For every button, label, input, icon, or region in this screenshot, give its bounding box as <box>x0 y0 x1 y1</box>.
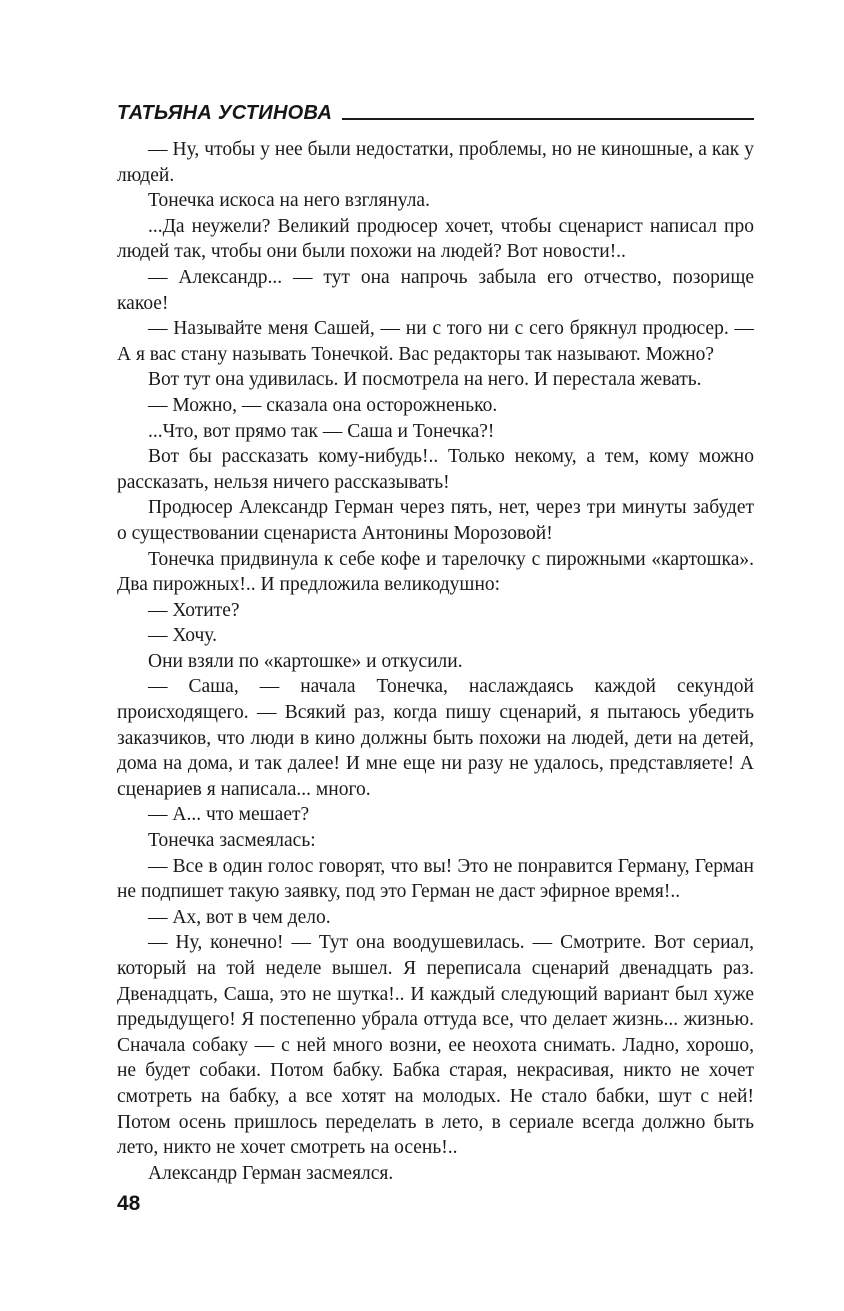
paragraph: — Хотите? <box>148 599 240 621</box>
paragraph: — Ах, вот в чем дело. <box>148 906 331 928</box>
paragraph: — Ну, конечно! — Тут она воодушевилась. — Смотрите. Вот сериал, который на той неделе вышел. Я переписала сценарий двенадцать раз. Двенадцать, Саша, это не шутка!.. И каждый следующий вариант был хуже предыдущего! Я постепенно убрала оттуда все, что делает жизнь... жизнью. Сначала собаку — с ней много возни, ее неохота снимать. Ладно, хорошо, не будет собаки. Потом бабку. Бабка старая, некрасивая, никто не хочет смотреть на бабку, а все хотят на молодых. Не стало бабки, шут с ней! Потом осень пришлось переделать в лето, в сериале всегда должно быть лето, никто не хочет смотреть на осень!.. <box>117 932 754 1159</box>
paragraph: — Можно, — сказала она осторожненько. <box>148 394 498 416</box>
paragraph: — А... что мешает? <box>148 804 310 826</box>
paragraph: — Александр... — тут она напрочь забыла его отчество, позорище какое! <box>117 266 754 314</box>
paragraph: Продюсер Александр Герман через пять, нет, через три минуты забудет о существовании сценариста Антонины Морозовой! <box>117 497 754 544</box>
running-header <box>117 97 754 123</box>
paragraph: Они взяли по «картошке» и откусили. <box>148 650 463 672</box>
paragraph: — Саша, — начала Тонечка, наслаждаясь каждой секундой происходящего. — Всякий раз, когда пишу сценарий, я пытаюсь убедить заказчиков, что люди в кино должны быть похожи на людей, дети на детей, дома на дома, и так далее! И мне еще ни разу не удалось, представляете! А сценариев я написала... много. <box>117 676 754 800</box>
paragraph: — Называйте меня Сашей, — ни с того ни с сего брякнул продюсер. — А я вас стану называть Тонечкой. Вас редакторы так называют. Можно? <box>117 318 754 365</box>
paragraph: — Все в один голос говорят, что вы! Это не понравится Герману, Герман не подпишет такую заявку, под это Герман не даст эфирное время!.. <box>117 855 754 903</box>
page-number: 48 <box>117 1192 141 1215</box>
paragraph: ...Что, вот прямо так — Саша и Тонечка?! <box>148 420 495 442</box>
body-text <box>117 137 754 1186</box>
paragraph: — Хочу. <box>148 625 217 647</box>
paragraph: Тонечка придвинула к себе кофе и тарелочку с пирожными «картошка». Два пирожных!.. И предложила великодушно: <box>117 548 754 596</box>
paragraph: Тонечка искоса на него взглянула. <box>148 190 430 212</box>
paragraph: — Ну, чтобы у нее были недостатки, проблемы, но не киношные, а как у людей. <box>117 139 754 186</box>
paragraph: Тонечка засмеялась: <box>148 830 316 852</box>
author-name: ТАТЬЯНА УСТИНОВА <box>117 102 333 124</box>
paragraph: Вот тут она удивилась. И посмотрела на него. И перестала жевать. <box>148 369 702 391</box>
paragraph: Вот бы рассказать кому-нибудь!.. Только некому, а тем, кому можно рассказать, нельзя ничего рассказывать! <box>117 446 754 493</box>
paragraph: ...Да неужели? Великий продюсер хочет, чтобы сценарист написал про людей так, чтобы они были похожи на людей? Вот новости!.. <box>117 215 754 263</box>
header-rule <box>342 118 754 120</box>
paragraph: Александр Герман засмеялся. <box>148 1162 394 1184</box>
